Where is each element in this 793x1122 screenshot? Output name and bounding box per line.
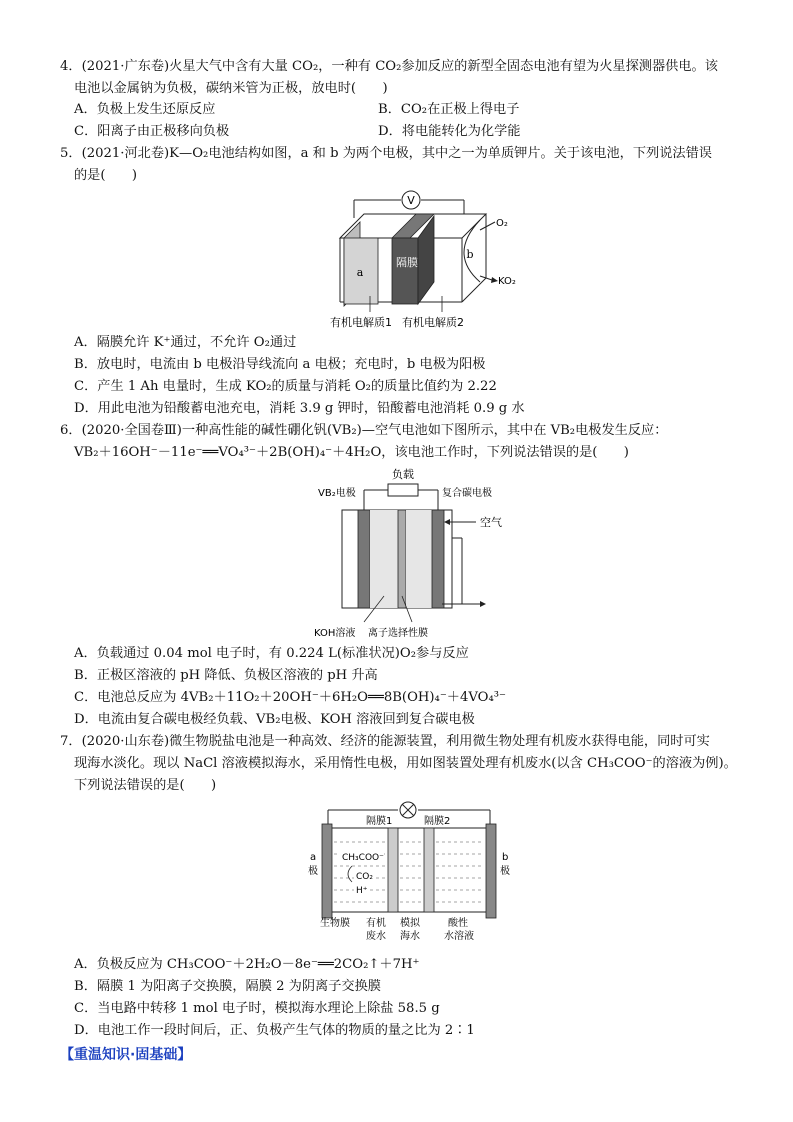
b-pole-label-2: 极 (500, 866, 510, 877)
acidic-label-2: 水溶液 (444, 931, 474, 942)
q5-stem-line1: 5．(2021·河北卷)K—O₂电池结构如图，a 和 b 为两个电极，其中之一为单质钾片。关于该电池，下列说法错误 (60, 146, 712, 161)
ion-selective-membrane (398, 510, 406, 608)
q4-option-d: D．将电能转化为化学能 (378, 124, 521, 139)
membrane-2 (424, 828, 434, 912)
electrolyte2-label: 有机电解质2 (402, 316, 464, 329)
koh-label: KOH溶液 (314, 628, 356, 639)
organic-label-1: 有机 (366, 918, 386, 929)
organic-label-2: 废水 (366, 931, 386, 942)
q7-stem-line1: 7．(2020·山东卷)微生物脱盐电池是一种高效、经济的能源装置，利用微生物处理有机废水获得电能，同时可实 (60, 734, 710, 749)
section-heading: 【重温知识·固基础】 (60, 1047, 192, 1063)
membrane-1 (388, 828, 398, 912)
electrode-b (486, 824, 496, 918)
q7-option-a: A．负极反应为 CH₃COO⁻＋2H₂O－8e⁻══2CO₂↑＋7H⁺ (74, 957, 420, 972)
vb2-electrode-label: VB₂电极 (318, 488, 356, 499)
q7-option-b: B．隔膜 1 为阳离子交换膜，隔膜 2 为阴离子交换膜 (74, 979, 381, 994)
q6-option-a: A．负载通过 0.04 mol 电子时，有 0.224 L(标准状况)O₂参与反应 (74, 646, 469, 661)
q4-option-a: A．负极上发生还原反应 (74, 102, 216, 117)
q5-stem-line2: 的是( ) (74, 168, 138, 183)
electrode-a-label: a (356, 266, 364, 279)
electrode-a (322, 824, 332, 918)
vb2-electrode (358, 510, 370, 608)
q7-option-c: C．当电路中转移 1 mol 电子时，模拟海水理论上除盐 58.5 g (74, 1001, 440, 1016)
acidic-label-1: 酸性 (448, 918, 468, 929)
air-label: 空气 (480, 516, 502, 529)
q7-option-d: D．电池工作一段时间后，正、负极产生气体的物质的量之比为 2∶1 (74, 1023, 475, 1038)
q5-option-d: D．用此电池为铅酸蓄电池充电，消耗 3.9 g 钾时，铅酸蓄电池消耗 0.9 g 水 (74, 401, 525, 416)
a-pole-label: a (310, 852, 317, 863)
q6-option-b: B．正极区溶液的 pH 降低、负极区溶液的 pH 升高 (74, 668, 378, 683)
load-resistor (388, 484, 418, 496)
carbon-electrode (432, 510, 444, 608)
seawater-label-1: 模拟 (400, 918, 420, 929)
q6-stem-line1: 6．(2020·全国卷Ⅲ)一种高性能的碱性硼化钒(VB₂)—空气电池如下图所示，其中在 VB₂电极发生反应： (60, 423, 668, 438)
electrode-b-label: b (466, 248, 474, 261)
q4-stem-line2: 电池以金属钠为负极，碳纳米管为正极，放电时( ) (74, 81, 388, 96)
q6-option-c: C．电池总反应为 4VB₂＋11O₂＋20OH⁻＋6H₂O══8B(OH)₄⁻＋4VO₄³⁻ (74, 690, 506, 705)
membrane2-label: 隔膜2 (424, 816, 451, 827)
seawater-label-2: 海水 (400, 931, 420, 942)
membrane (392, 238, 418, 304)
carbon-electrode-label: 复合碳电极 (442, 488, 492, 499)
ch3coo-label: CH₃COO⁻ (342, 853, 384, 863)
membrane-label: 离子选择性膜 (368, 628, 428, 639)
q6-stem-line2: VB₂＋16OH⁻－11e⁻══VO₄³⁻＋2B(OH)₄⁻＋4H₂O，该电池工作时，下列说法错误的是( ) (74, 445, 629, 460)
voltmeter-label: V (407, 194, 415, 207)
q4-option-c: C．阳离子由正极移向负极 (74, 124, 230, 139)
co2-label: CO₂ (356, 872, 373, 882)
q6-battery-figure (314, 466, 510, 642)
q5-option-c: C．产生 1 Ah 电量时，生成 KO₂的质量与消耗 O₂的质量比值约为 2.22 (74, 379, 497, 394)
q5-option-a: A．隔膜允许 K⁺通过，不允许 O₂通过 (74, 335, 297, 350)
membrane-label: 隔膜 (396, 256, 418, 269)
load-label: 负载 (392, 468, 414, 481)
q5-battery-figure (330, 186, 530, 332)
q4-stem-line1: 4．(2021·广东卷)火星大气中含有大量 CO₂，一种有 CO₂参加反应的新型全固态电池有望为火星探测器供电。该 (60, 59, 718, 74)
q5-option-b: B．放电时，电流由 b 电极沿导线流向 a 电极；充电时，b 电极为阳极 (74, 357, 486, 372)
q7-stem-line3: 下列说法错误的是( ) (74, 778, 217, 793)
a-pole-label-2: 极 (308, 866, 318, 877)
q7-stem-line2: 现海水淡化。现以 NaCl 溶液模拟海水，采用惰性电极，用如图装置处理有机废水(以含 CH₃COO⁻的溶液为例)。 (74, 756, 737, 771)
b-pole-label: b (502, 852, 509, 863)
ko2-label: KO₂ (498, 276, 516, 287)
o2-label: O₂ (496, 218, 508, 229)
q7-battery-figure (300, 798, 520, 950)
q4-option-b: B．CO₂在正极上得电子 (378, 102, 520, 117)
electrolyte1-label: 有机电解质1 (330, 316, 392, 329)
membrane1-label: 隔膜1 (366, 816, 393, 827)
q6-option-d: D．电流由复合碳电极经负载、VB₂电极、KOH 溶液回到复合碳电极 (74, 712, 475, 727)
h-plus-label: H⁺ (356, 886, 368, 896)
biofilm-label: 生物膜 (320, 918, 350, 929)
